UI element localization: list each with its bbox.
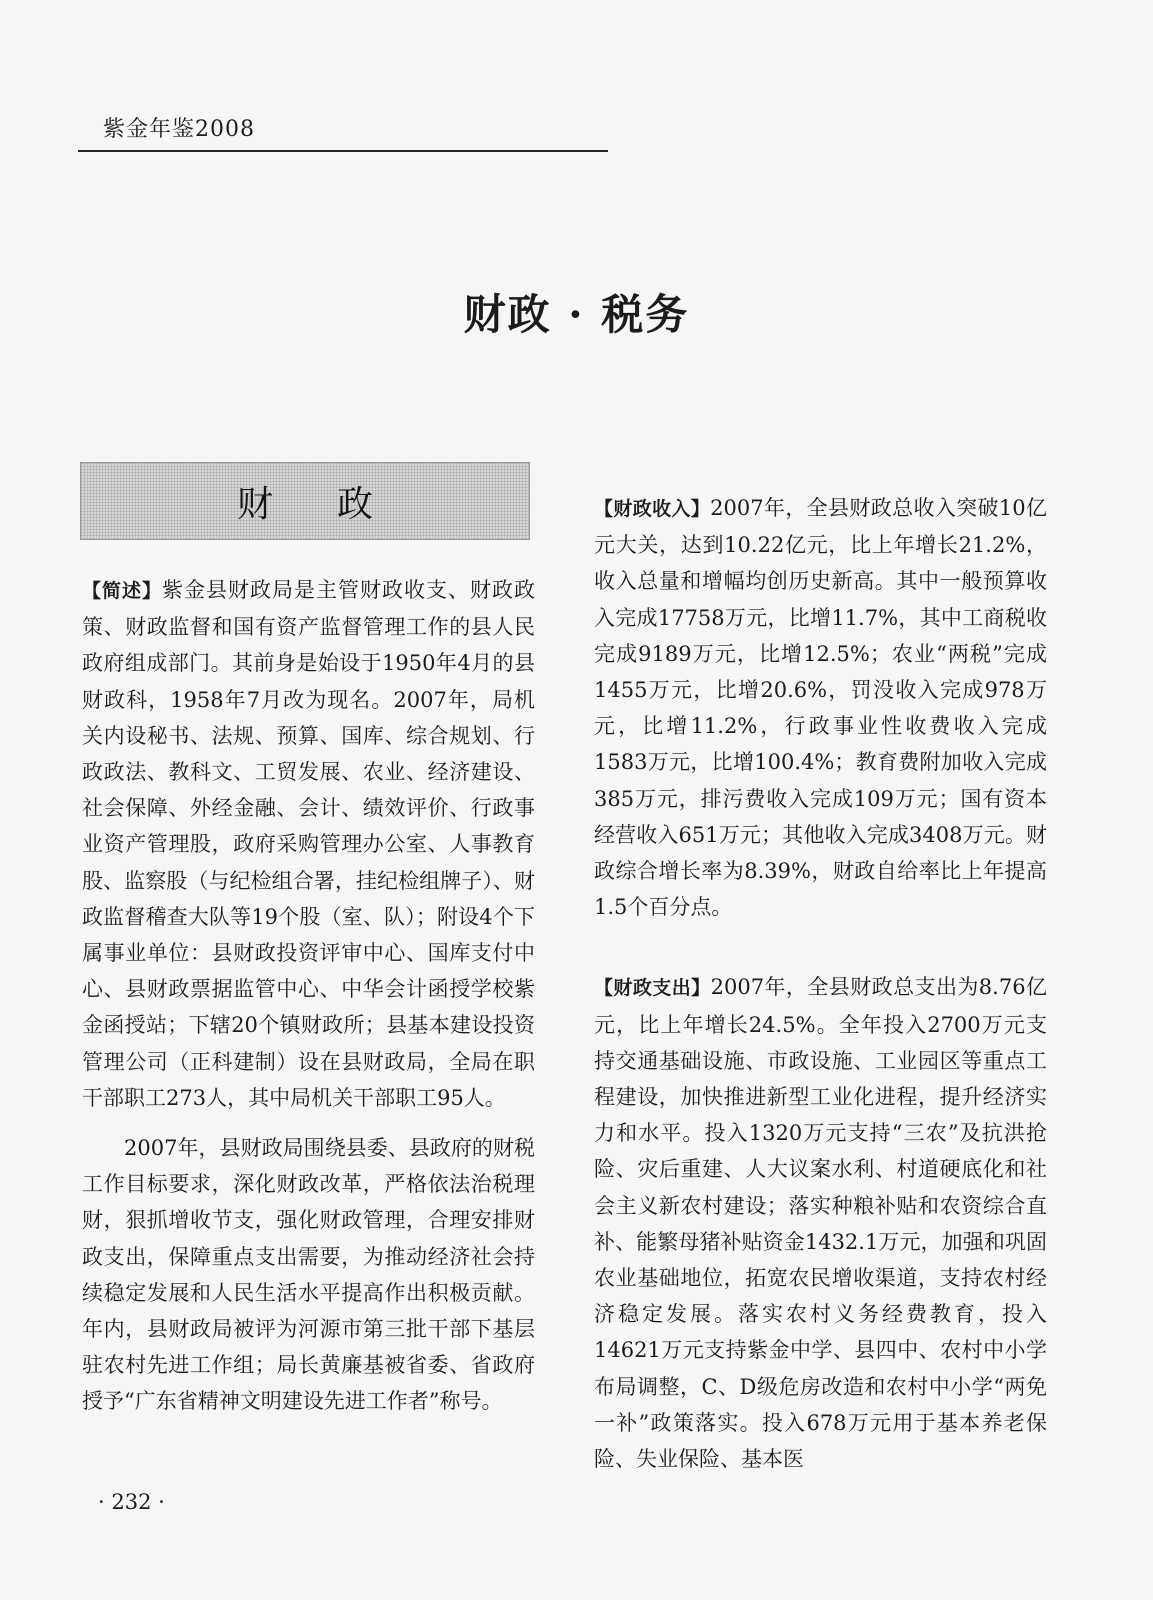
intro-text: 紫金县财政局是主管财政收支、财政政策、财政监督和国有资产监督管理工作的县人民政府组成部门。其前身是始设于1950年4月的县财政科，1958年7月改为现名。2007年，局机关内设秘书、法规、预算、国库、综合规划、行政政法、教科文、工贸发展、农业、经济建设、社会保障、外经金融、会计、绩效评价、行政事业资产管理股，政府采购管理办公室、人事教育股、监察股（与纪检组合署，挂纪检组牌子）、财政监督稽查大队等19个股（室、队）；附设4个下属事业单位：县财政投资评审中心、国库支付中心、县财政票据监管中心、中华会计函授学校紫金函授站；下辖20个镇财政所；县基本建设投资管理公司（正科建制）设在县财政局，全局在职干部职工273人，其中局机关干部职工95人。 <box>82 578 535 1110</box>
section-banner <box>80 462 530 540</box>
header-rule <box>78 150 608 152</box>
revenue-tag: 【财政收入】 <box>594 498 711 520</box>
expenditure-text: 2007年，全县财政总支出为8.76亿元，比上年增长24.5%。全年投入2700万元支持交通基础设施、市政设施、工业园区等重点工程建设，加快推进新型工业化进程，提升经济实力和水平。投入1320万元支持“三农”及抗洪抢险、灾后重建、人大议案水利、村道硬底化和社会主义新农村建设；落实种粮补贴和农资综合直补、能繁母猪补贴资金1432.1万元，加强和巩固农业基础地位，拓宽农民增收渠道，支持农村经济稳定发展。落实农村义务经费教育，投入14621万元支持紫金中学、县四中、农村中小学布局调整，C、D级危房改造和农村中小学“两免一补”政策落实。投入678万元用于基本养老保险、失业保险、基本医 <box>594 975 1047 1472</box>
right-column <box>594 490 1047 1477</box>
revenue-paragraph <box>594 490 1047 925</box>
left-column <box>82 572 535 1420</box>
chapter-title: 财政 · 税务 <box>463 290 690 339</box>
running-header: 紫金年鉴2008 <box>103 117 255 142</box>
revenue-text: 2007年，全县财政总收入突破10亿元大关，达到10.22亿元，比上年增长21.2%，收入总量和增幅均创历史新高。其中一般预算收入完成17758万元，比增11.7%，其中工商税收完成9189万元，比增12.5%；农业“两税”完成1455万元，比增20.6%，罚没收入完成978万元，比增11.2%，行政事业性收费收入完成1583万元，比增100.4%；教育费附加收入完成385万元，排污费收入完成109万元；国有资本经营收入651万元；其他收入完成3408万元。财政综合增长率为8.39%，财政自给率比上年提高1.5个百分点。 <box>594 496 1047 920</box>
summary-paragraph: 2007年，县财政局围绕县委、县政府的财税工作目标要求，深化财政改革，严格依法治税理财，狠抓增收节支，强化财政管理，合理安排财政支出，保障重点支出需要，为推动经济社会持续稳定发展和人民生活水平提高作出积极贡献。年内，县财政局被评为河源市第三批干部下基层驻农村先进工作组；局长黄廉基被省委、省政府授予“广东省精神文明建设先进工作者”称号。 <box>82 1136 535 1414</box>
expenditure-tag: 【财政支出】 <box>594 977 711 1000</box>
intro-paragraph <box>82 572 535 1116</box>
section-title: 财政 <box>236 483 437 525</box>
page-number: · 232 · <box>98 1490 165 1514</box>
expenditure-paragraph <box>594 969 1047 1477</box>
intro-tag: 【简述】 <box>82 580 162 602</box>
